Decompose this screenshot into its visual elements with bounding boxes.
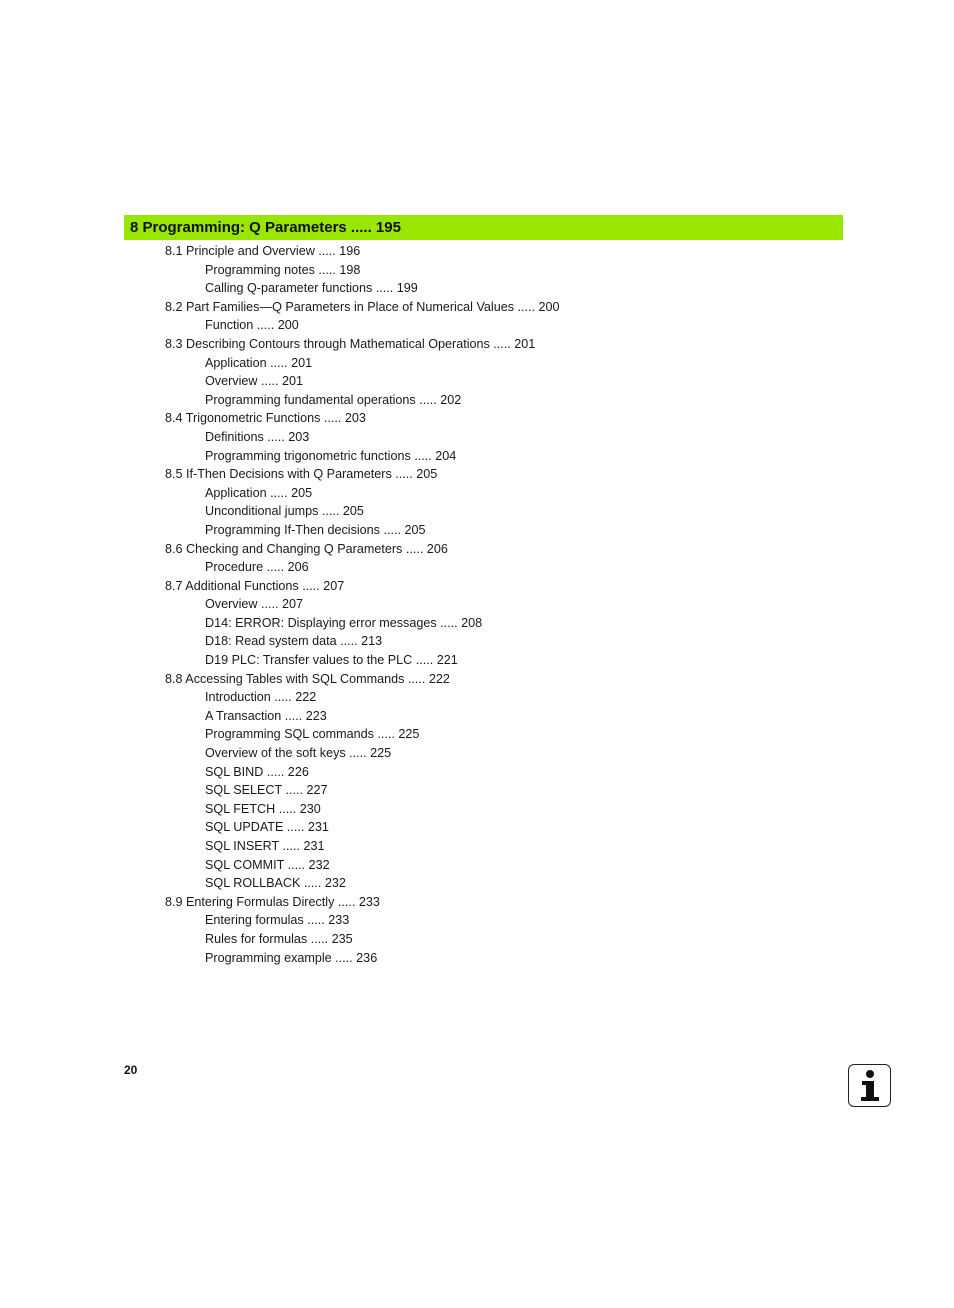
- toc-entry[interactable]: Function ..... 200: [205, 318, 299, 333]
- toc-entry[interactable]: A Transaction ..... 223: [205, 708, 327, 723]
- toc-section-8-9[interactable]: 8.9 Entering Formulas Directly ..... 233: [165, 894, 380, 909]
- toc-entry[interactable]: SQL FETCH ..... 230: [205, 801, 321, 816]
- toc-entry[interactable]: SQL UPDATE ..... 231: [205, 820, 329, 835]
- toc-entry[interactable]: Calling Q-parameter functions ..... 199: [205, 281, 418, 296]
- toc-entry[interactable]: Procedure ..... 206: [205, 560, 309, 575]
- toc-section-8-4[interactable]: 8.4 Trigonometric Functions ..... 203: [165, 411, 366, 426]
- toc-entry[interactable]: SQL SELECT ..... 227: [205, 783, 328, 798]
- page-number: 20: [124, 1063, 138, 1077]
- toc-entry[interactable]: Programming SQL commands ..... 225: [205, 727, 420, 742]
- toc-entry[interactable]: Programming example ..... 236: [205, 950, 378, 965]
- toc-section-8-2[interactable]: 8.2 Part Families—Q Parameters in Place of Numerical Values ..... 200: [165, 299, 560, 314]
- toc-entry[interactable]: SQL INSERT ..... 231: [205, 839, 325, 853]
- toc-entry[interactable]: Application ..... 201: [205, 355, 313, 370]
- toc-entry[interactable]: Overview ..... 201: [205, 374, 303, 389]
- toc-section-8-3[interactable]: 8.3 Describing Contours through Mathematical Operations ..... 201: [165, 336, 536, 351]
- chapter-heading-bar[interactable]: [124, 215, 843, 240]
- toc-entry[interactable]: SQL ROLLBACK ..... 232: [205, 876, 346, 891]
- toc-entry[interactable]: SQL COMMIT ..... 232: [205, 857, 330, 872]
- toc-entry[interactable]: Unconditional jumps ..... 205: [205, 504, 364, 519]
- toc-entry[interactable]: D14: ERROR: Displaying error messages ..... 208: [205, 615, 483, 630]
- toc-entry[interactable]: Programming fundamental operations ..... 202: [205, 392, 462, 407]
- toc-entry[interactable]: Application ..... 205: [205, 485, 313, 500]
- toc-section-8-8[interactable]: 8.8 Accessing Tables with SQL Commands ..... 222: [165, 671, 450, 686]
- toc-entry[interactable]: Programming If-Then decisions ..... 205: [205, 522, 426, 537]
- toc-entry[interactable]: Entering formulas ..... 233: [205, 913, 350, 928]
- chapter-title: 8 Programming: Q Parameters ..... 195: [130, 219, 401, 236]
- toc-entry[interactable]: Rules for formulas ..... 235: [205, 931, 353, 946]
- toc-entry[interactable]: D19 PLC: Transfer values to the PLC ..... 221: [205, 653, 458, 668]
- toc-entry[interactable]: Definitions ..... 203: [205, 429, 310, 444]
- info-glyph: [855, 1069, 885, 1103]
- toc-section-8-5[interactable]: 8.5 If-Then Decisions with Q Parameters ..... 205: [165, 467, 438, 482]
- toc-entry[interactable]: Programming notes ..... 198: [205, 262, 361, 277]
- info-icon: [848, 1064, 891, 1107]
- toc-entry[interactable]: Introduction ..... 222: [205, 690, 317, 705]
- toc-entry[interactable]: Overview ..... 207: [205, 597, 303, 612]
- toc-entry[interactable]: SQL BIND ..... 226: [205, 764, 309, 779]
- table-of-contents: [0, 242, 954, 967]
- toc-entry[interactable]: Overview of the soft keys ..... 225: [205, 746, 392, 761]
- toc-section-8-1[interactable]: 8.1 Principle and Overview ..... 196: [165, 244, 361, 258]
- toc-section-8-6[interactable]: 8.6 Checking and Changing Q Parameters ..... 206: [165, 541, 448, 556]
- toc-entry[interactable]: D18: Read system data ..... 213: [205, 634, 383, 649]
- toc-entry[interactable]: Programming trigonometric functions ..... 204: [205, 448, 457, 463]
- toc-section-8-7[interactable]: 8.7 Additional Functions ..... 207: [165, 578, 345, 593]
